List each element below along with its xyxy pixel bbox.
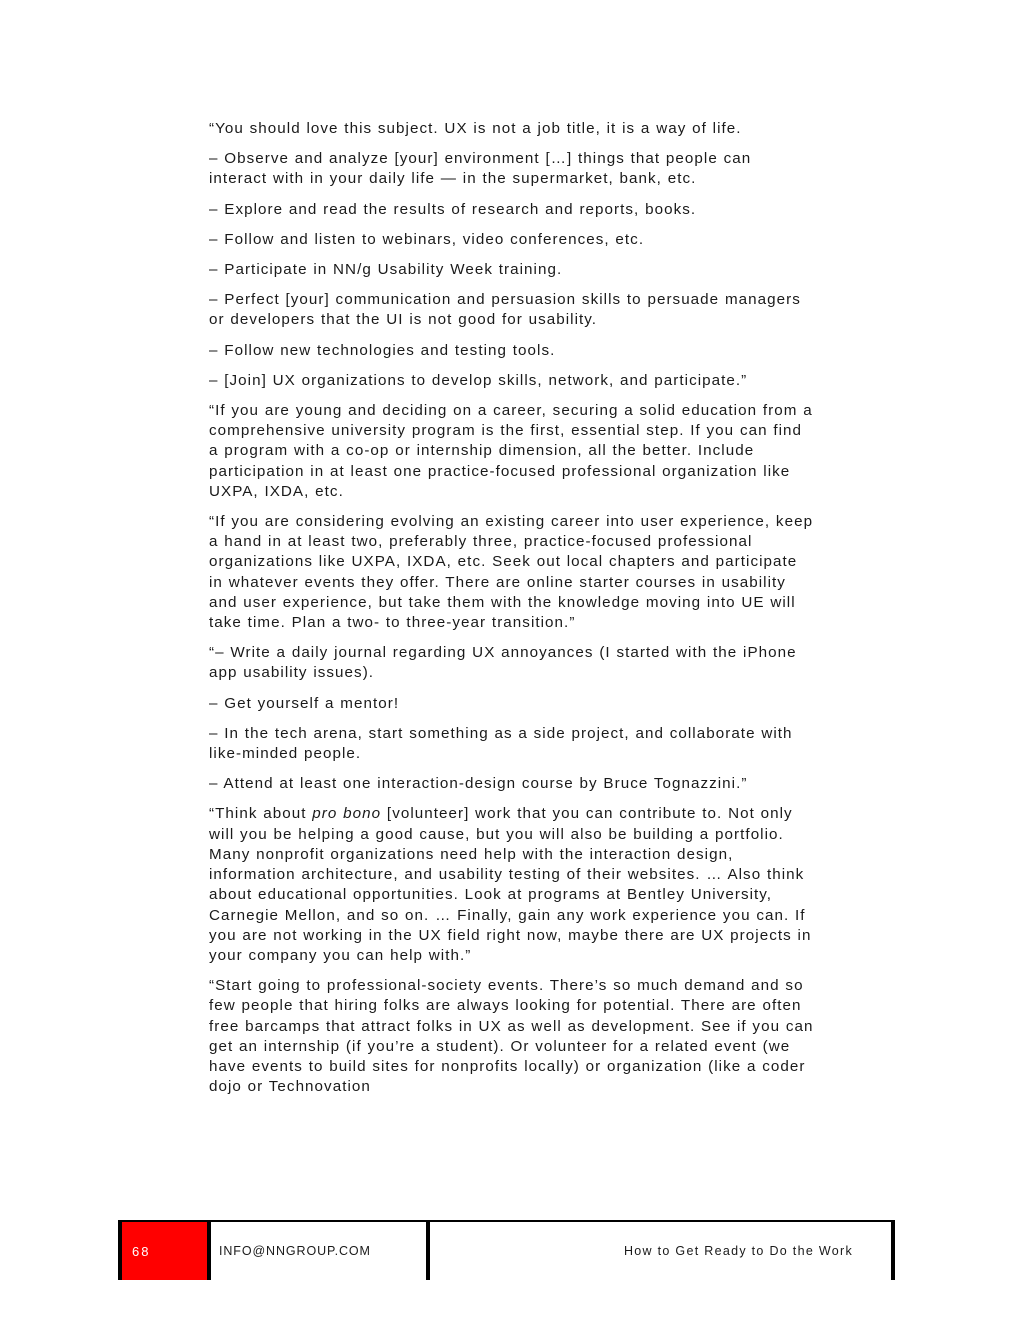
paragraph-get-mentor: – Get yourself a mentor! (209, 694, 400, 712)
page-footer (118, 1220, 895, 1280)
paragraph-explore-research: – Explore and read the results of research and reports, books. (209, 200, 697, 218)
paragraph-young-career: “If you are young and deciding on a career, securing a solid education from a comprehensive university program is the first, essential step. If you can find a program with a co-op or internship dimension, all the better. Include participation in at least one practice-focused professional organization like UXPA, IXDA, etc. (209, 402, 813, 500)
pro-bono-lead-text: “Think about (209, 805, 313, 823)
paragraph-usability-week: – Participate in NN/g Usability Week training. (209, 261, 563, 279)
page-number: 68 (132, 1244, 151, 1259)
paragraph-observe-environment: – Observe and analyze [your] environment […] things that people can interact with in your daily life — in the supermarket, bank, etc. (209, 150, 752, 188)
pro-bono-italic-text: pro bono (312, 805, 382, 823)
footer-right-edge (891, 1222, 895, 1280)
paragraph-quote-ux-love: “You should love this subject. UX is not a job title, it is a way of life. (209, 120, 742, 137)
paragraph-interaction-design-course: – Attend at least one interaction-design course by Bruce Tognazzini.” (209, 775, 748, 793)
footer-divider (426, 1222, 430, 1280)
paragraph-daily-journal: “– Write a daily journal regarding UX annoyances (I started with the iPhone app usability issues). (209, 644, 797, 682)
paragraph-evolving-career: “If you are considering evolving an existing career into user experience, keep a hand in at least two, preferably three, practice-focused professional organizations like UXPA, IXDA, etc. Seek out local chapters and participate in whatever events they offer. There are online starter courses in usability and user experience, but take them with the knowledge moving into UE will take time. Plan a two- to three-year transition.” (209, 513, 814, 632)
paragraph-pro-bono (209, 804, 814, 966)
report-body-text (209, 119, 814, 1107)
page-number-box (118, 1222, 211, 1280)
footer-section-title: How to Get Ready to Do the Work (623, 1244, 853, 1258)
paragraph-communication-skills: – Perfect [your] communication and persuasion skills to persuade managers or developers that the UI is not good for usability. (209, 291, 801, 329)
paragraph-join-organizations: – [Join] UX organizations to develop skills, network, and participate.” (209, 371, 748, 389)
footer-email: INFO@NNGROUP.COM (219, 1244, 371, 1258)
paragraph-side-project: – In the tech arena, start something as a side project, and collaborate with like-minded people. (209, 724, 793, 763)
pro-bono-remaining-text: [volunteer] work that you can contribute to. Not only will you be helping a good cause, but you will also be building a portfolio. Many nonprofit organizations need help with the interaction design, information architecture, and usability testing of their websites. … Also think about educational opportunities. Look at programs at Bentley University, Carnegie Mellon, and so on. … Finally, gain any work experience you can. If you are not working in the UX field right now, maybe there are UX projects in your company you can help with.” (209, 805, 812, 964)
paragraph-professional-society-events: “Start going to professional-society events. There’s so much demand and so few people that hiring folks are always looking for potential. There are often free barcamps that attract folks in UX as well as development. See if you can get an internship (if you’re a student). Or volunteer for a related event (we have events to build sites for nonprofits locally) or organization (like a coder dojo or Technovation (209, 977, 814, 1096)
paragraph-follow-webinars: – Follow and listen to webinars, video conferences, etc. (209, 230, 645, 248)
paragraph-new-technologies: – Follow new technologies and testing tools. (209, 341, 556, 359)
